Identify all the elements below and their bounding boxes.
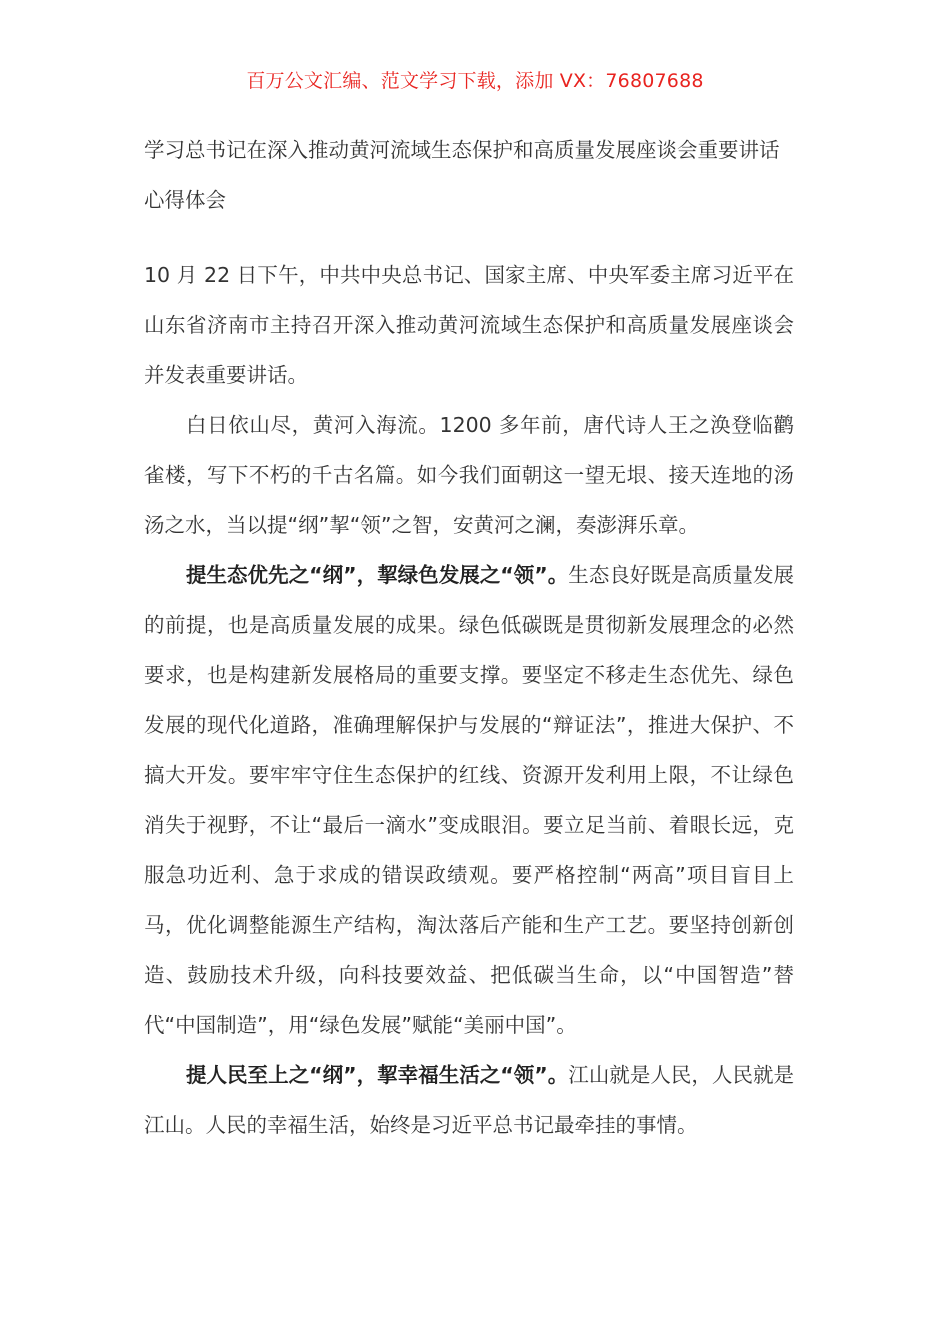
- paragraph-text: 10 月 22 日下午，中共中央总书记、国家主席、中央军委主席习近平在山东省济南市主持召开深入推动黄河流域生态保护和高质量发展座谈会并发表重要讲话。: [144, 263, 794, 387]
- promo-banner: 百万公文汇编、范文学习下载，添加 VX：76807688: [246, 70, 704, 92]
- paragraph-people: [144, 1050, 794, 1150]
- document-body: [144, 125, 794, 1150]
- paragraph-text: 白日依山尽，黄河入海流。1200 多年前，唐代诗人王之涣登临鹳雀楼，写下不朽的千古名篇。如今我们面朝这一望无垠、接天连地的汤汤之水，当以提“纲”挈“领”之智，安黄河之澜，奏澎湃乐章。: [144, 413, 794, 537]
- paragraph-ecology: [144, 550, 794, 1050]
- paragraph-intro: [144, 250, 794, 400]
- paragraph-lead-heading: 提生态优先之“纲”，挈绿色发展之“领”。: [186, 563, 569, 587]
- paragraph-poem: [144, 400, 794, 550]
- paragraph-text: 江山就是人民，人民就是江山。人民的幸福生活，始终是习近平总书记最牵挂的事情。: [144, 1063, 794, 1137]
- document-title: 学习总书记在深入推动黄河流域生态保护和高质量发展座谈会重要讲话心得体会: [144, 138, 780, 212]
- paragraph-lead-heading: 提人民至上之“纲”，挈幸福生活之“领”。: [186, 1063, 569, 1087]
- paragraph-text: 生态良好既是高质量发展的前提，也是高质量发展的成果。绿色低碳既是贯彻新发展理念的必然要求，也是构建新发展格局的重要支撑。要坚定不移走生态优先、绿色发展的现代化道路，准确理解保护与发展的“辩证法”，推进大保护、不搞大开发。要牢牢守住生态保护的红线、资源开发利用上限，不让绿色消失于视野，不让“最后一滴水”变成眼泪。要立足当前、着眼长远，克服急功近利、急于求成的错误政绩观。要严格控制“两高”项目盲目上马，优化调整能源生产结构，淘汰落后产能和生产工艺。要坚持创新创造、鼓励技术升级，向科技要效益、把低碳当生命，以“中国智造”替代“中国制造”，用“绿色发展”赋能“美丽中国”。: [144, 563, 794, 1037]
